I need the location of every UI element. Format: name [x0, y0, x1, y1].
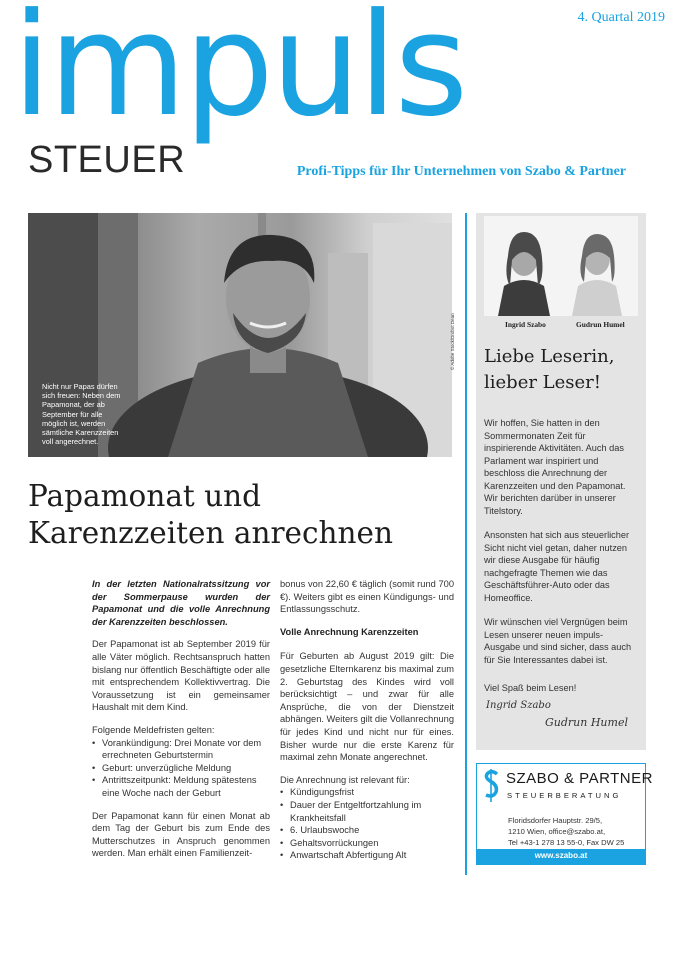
- list-item: • Geburt: unverzügliche Meldung: [92, 762, 270, 775]
- company-name: SZABO & PARTNER: [506, 770, 653, 787]
- issue-date: 4. Quartal 2019: [577, 10, 665, 25]
- list-item: • Dauer der Entgeltfortzahlung im Krankheitsfall: [280, 799, 454, 824]
- greeting-line-2: lieber Leser!: [484, 372, 601, 393]
- dollar-sign-icon: [483, 768, 501, 806]
- editors-illustration: [484, 216, 638, 316]
- website-link[interactable]: www.szabo.at: [534, 851, 588, 860]
- editor-name-1: Ingrid Szabo: [505, 320, 546, 329]
- brand-title: impuls: [12, 0, 466, 148]
- signature-2: Gudrun Humel: [545, 716, 628, 729]
- editorial-text: [484, 417, 639, 678]
- list-item: • Antrittszeitpunkt: Meldung spätestens eine Woche nach der Geburt: [92, 774, 270, 799]
- greeting-line-1: Liebe Leserin,: [484, 346, 615, 367]
- tagline: Profi-Tipps für Ihr Unternehmen von Szabo & Partner: [296, 164, 626, 179]
- company-address: [508, 816, 643, 848]
- article-title-line-1: Papamonat und: [28, 479, 262, 513]
- sidebar-divider: [465, 213, 467, 875]
- editors-photo: [484, 216, 638, 316]
- company-subtitle: STEUERBERATUNG: [507, 791, 622, 800]
- relevance-list: [280, 786, 454, 862]
- article-paragraph: Für Geburten ab August 2019 gilt: Die gesetzliche Elternkarenz bis maximal zum 2. Geburtstag des Kindes wird voll berücksichtigt – und zwar für alle Ansprüche, die von der Dienstzeit abhängen. Weiters gilt die Vollanrechnung für jedes Kind und nicht nur für eines. Bisher wurde nur die erste Karenz für maximal zehn Monate angerechnet.: [280, 651, 455, 763]
- article-title-line-2: Karenzzeiten anrechnen: [28, 516, 393, 550]
- editorial-closing: Viel Spaß beim Lesen!: [484, 683, 577, 693]
- photo-credit: © Adobe Stock/Drobot Dean: [450, 313, 455, 370]
- article-paragraph: Der Papamonat kann für einen Monat ab dem Tag der Geburt bis zum Ende des Mutterschutzes in Anspruch genommen werden. Man erhält einen Familienzeit-: [92, 810, 270, 859]
- editorial-paragraph: Wir hoffen, Sie hatten in den Sommermonaten Zeit für inspirierende Aktivitäten. Auch das Parlament war inspiriert und beschloss die Anrechnung der Karenzzeiten und den Papamonat. Wir berichten darüber in unserer Titelstory.: [484, 418, 626, 516]
- signature-1: Ingrid Szabo: [486, 700, 551, 711]
- article-paragraph: bonus von 22,60 € täglich (somit rund 700 €). Weiters gibt es einen Kündigungs- und Entlassungsschutz.: [280, 579, 454, 615]
- hero-caption: Nicht nur Papas dürfen sich freuen: Neben dem Papamonat, der ab September für alle möglich ist, werden sämtliche Karenzzeiten voll angerechnet.: [42, 382, 121, 447]
- list-item: • Kündigungsfrist: [280, 786, 454, 799]
- address-line: Tel +43-1 278 13 55-0, Fax DW 25: [508, 837, 625, 847]
- editorial-paragraph: Ansonsten hat sich aus steuerlicher Sicht nicht viel getan, daher nutzen wir diese Ausgabe für häufig nachgefragte Themen wie das Geschäftsführer-Auto oder das Homeoffice.: [484, 530, 630, 603]
- editorial-greeting: [484, 344, 644, 396]
- article-title: [28, 478, 458, 552]
- list-item: • Gehaltsvorrückungen: [280, 837, 454, 850]
- list-item: • Vorankündigung: Drei Monate vor dem errechneten Geburtstermin: [92, 737, 270, 762]
- article-subheading: Volle Anrechnung Karenzzeiten: [280, 626, 419, 637]
- address-line: Floridsdorfer Hauptstr. 29/5,: [508, 816, 603, 825]
- article-paragraph: Der Papamonat ist ab September 2019 für alle Väter möglich. Rechtsanspruch hatten bislang nur öffentlich Beschäftigte oder alle mit entsprechendem Kollektivvertrag. Die Voraussetzung ist ein gemeinsamer Haushalt mit dem Kind.: [92, 639, 270, 713]
- list-item: • Anwartschaft Abfertigung Alt: [280, 849, 454, 862]
- deadline-list: [92, 737, 270, 800]
- editor-name-2: Gudrun Humel: [576, 320, 625, 329]
- article-lead: In der letzten Nationalratssitzung vor der Sommerpause wurden der Papamonat und die volle Anrechnung der Karenzzeiten beschlossen.: [92, 579, 270, 627]
- brand-subtitle: STEUER: [28, 139, 186, 181]
- article-paragraph: Folgende Meldefristen gelten:: [92, 724, 215, 735]
- article-column-1: [92, 578, 270, 870]
- address-line: 1210 Wien, office@szabo.at,: [508, 826, 606, 836]
- editorial-paragraph: Wir wünschen viel Vergnügen beim Lesen unserer neuen impuls-Ausgabe und sind sicher, dass auch für Sie Interessantes dabei ist.: [484, 617, 632, 665]
- article-paragraph: Die Anrechnung ist relevant für:: [280, 774, 410, 785]
- article-column-2: [280, 578, 454, 872]
- list-item: • 6. Urlaubswoche: [280, 824, 454, 837]
